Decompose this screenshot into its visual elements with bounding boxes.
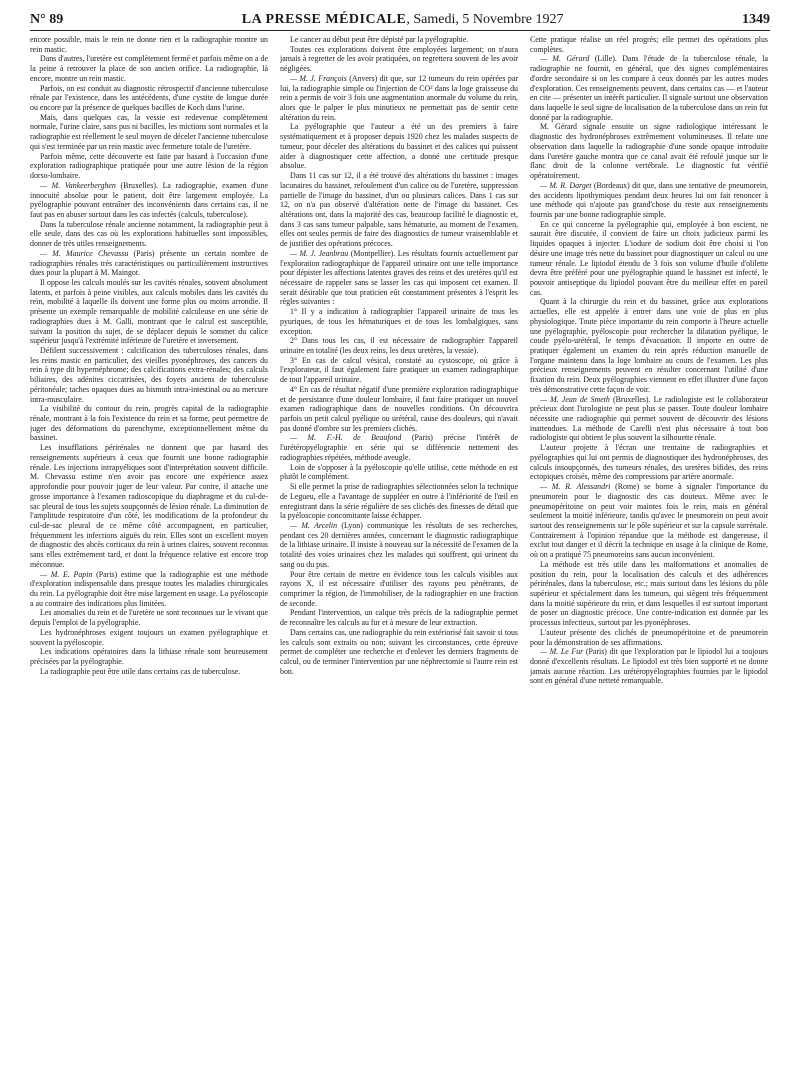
text-column: [530, 35, 768, 1075]
paragraph-text: (Paris) estime que la radiographie est une méthode d'exploration indispensable dans presque toutes les maladies chirurgicales du rein. La pyélographie doit être mise largement en usage. La pyéloscopie a au contraire des indications plus limitées.: [30, 569, 268, 608]
paragraph-text: (Paris) présente un certain nombre de radiographies rénales très caractéristiques ou particulièrement instructives dues pour la plupart à M. Maingot.: [30, 248, 268, 278]
paragraph: [30, 152, 268, 181]
paragraph-text: Dans d'autres, l'uretère est complètement fermé et parfois même on a de la peine à retrouver la place de son ancien orifice. La radiographie, là encore, montre un rein mastic.: [30, 54, 268, 83]
paragraph: [30, 346, 268, 404]
paragraph: [280, 45, 518, 74]
paragraph: [30, 84, 268, 113]
paragraph-text: Il oppose les calculs moulés sur les cavités rénales, souvent absolument latents, et parfois à peine visibles, aux calculs mobiles dans les cavités du rein, mobilité à laquelle ils doivent une forme plus ou moins arrondie. Il présente un exemple remarquable de mobilité calculeuse en une série de radiographies dues à M. Galli, montrant que le calcul est susceptible, suivant la position du sujet, de se déplacer depuis le sommet du calice supérieur jusqu'à l'extrémité inférieure de l'uretère et inversement.: [30, 277, 268, 346]
paragraph: [30, 667, 268, 677]
speaker-name: — M. Gérard: [540, 54, 590, 64]
paragraph-text: (Anvers) dit que, sur 12 tumeurs du rein opérées par lui, la radiographie simple ou l'injection de CO² dans la loge graisseuse du rein a permis de voir 3 fois une augmentation anormale du volume du rein, alors que le palper le plus minutieux ne permettait pas de sentir cette altération du rein.: [280, 73, 518, 122]
paragraph: [280, 385, 518, 434]
paragraph-text: Les indications opératoires dans la lithiase rénale sont heureusement précisées par la pyélographie.: [30, 647, 268, 666]
journal-title: LA PRESSE MÉDICALE: [241, 12, 407, 27]
speaker-name: — M. E. Papin: [40, 569, 93, 579]
paragraph-text: Défilent successivement : calcification des tuberculoses rénales, dans les reins mastic en particulier, des vieilles pyonéphroses, des cancers du rein à type dit hypernéphrome; des calcifications extra-rénales; des calculs biliaires, des adénites ciccatrisées, des foyers anciens de tuberculose péritonéale; taches opaques dues au bismuth intra-intestinal ou au mercure intra-musculaire.: [30, 346, 268, 404]
paragraph-text: 2° Dans tous les cas, il est nécessaire de radiographier l'appareil urinaire en totalité (les deux reins, les deux uretères, la vessie).: [280, 336, 518, 355]
paragraph: [280, 521, 518, 570]
speaker-name: — M. Arcelin: [290, 520, 338, 530]
paragraph: [280, 122, 518, 171]
paragraph: [530, 628, 768, 647]
paragraph: [30, 181, 268, 220]
paragraph-text: (Paris) dit que l'exploration par le lipiodol lui a toujours donné d'excellents résultats. Le lipiodol est très bien supporté et ne donne jamais aucune réaction. Les urétéropyélographies fournies par le lipiodol sont en général d'une netteté remarquable.: [530, 647, 768, 686]
paragraph: [530, 35, 768, 54]
paragraph: [280, 628, 518, 677]
paragraph: [280, 482, 518, 521]
paragraph-text: encore possible, mais le rein ne donne rien et la radiographie montre un rein mastic.: [30, 35, 268, 54]
paragraph: [30, 628, 268, 647]
paragraph: [530, 122, 768, 180]
paragraph-text: (Bruxelles). La radiographie, examen d'une innocuité absolue pour le patient, doit être largement employée. La pyélographie pouvant entraîner des inconvénients dans certains cas, il ne faut pas en abuser surtout dans les cas infectés (calculs, tuberculose).: [30, 180, 268, 219]
paragraph: [30, 608, 268, 627]
paragraph: [530, 181, 768, 220]
paragraph: [530, 220, 768, 298]
speaker-name: — M. Vankeerberghen: [40, 180, 116, 190]
paragraph: [280, 171, 518, 249]
paragraph: [30, 113, 268, 152]
paragraph: [280, 433, 518, 462]
paragraph-text: (Bruxelles). Le radiologiste est le collaborateur précieux dont l'urologiste ne peut plus se passer. Toute douleur lombaire nécessite une radiographie qui permet souvent de découvrir des lésions inattendues. La méthode de Carelli n'est plus nécessaire à tout bon radiologiste qui obtient le plus souvent la silhouette rénale.: [530, 394, 768, 443]
paragraph-text: Loin de s'opposer à la pyéloscopie qu'elle utilise, cette méthode en est plutôt le complément.: [280, 462, 518, 482]
paragraph-text: 4° En cas de résultat négatif d'une première exploration radiographique et de persistance d'une douleur lombaire, il faut faire pratiquer un nouvel examen radiographique dans de nouvelles conditions. On découvrira parfois un petit calcul pyélique ou urétéral, cause des douleurs, qui n'avait pas donné d'ombre sur les premiers clichés.: [280, 384, 518, 433]
speaker-name: — M. R. Darget: [540, 180, 592, 190]
paragraph-text: (Montpellier). Les résultats fournis actuellement par l'exploration radiographique de l'appareil urinaire ont une telle importance pour dépister les affections latentes graves des reins et des uretères qu'il est nécessaire de rappeler sans se lasser les cas qui imposent cet examen. Il serait désirable que tout praticien eût constamment présentes à l'esprit les règles suivantes :: [280, 248, 518, 307]
page-number: 1349: [742, 12, 770, 27]
issue-number: N° 89: [30, 12, 64, 27]
paragraph: [30, 220, 268, 249]
paragraph-text: (Rome) se borne à signaler l'importance du pneumorein pour le diagnostic des cas douteux. Même avec le pneumopéritoine on peut voir maintes fois le rein, mais en général seulement la moitié inférieure, tandis qu'avec le pneumorein on peut avoir surtout des renseignements sur le pôle supérieur et sur la capsule surrénale. Contrairement à l'opinion répandue que la méthode est dangereuse, il exclut tout danger et il décrit la technique en usage à la clinique de Rome, où on a pratiqué 75 pneumoreins sans aucun inconvénient.: [530, 482, 768, 560]
paragraph: [280, 356, 518, 385]
paragraph-text: L'auteur projette à l'écran une trentaine de radiographies et pyélographies qui lui ont permis de diagnostiquer des hydronéphroses, des calculs insoupçonnés, des tumeurs rénales, des uretères bifides, des reins ectopiques croisés, même des compressions par artère anormale.: [530, 443, 768, 482]
speaker-name: — M. F.-H. de Beaufond: [290, 433, 402, 443]
paragraph: [530, 395, 768, 444]
speaker-name: — M. Jean de Smeth: [540, 394, 610, 404]
paragraph: [280, 307, 518, 336]
speaker-name: — M. J. Jeanbrau: [290, 248, 349, 258]
paragraph: [30, 404, 268, 443]
paragraph: [530, 560, 768, 628]
running-title: [242, 12, 564, 28]
paragraph-text: La radiographie peut être utile dans certains cas de tuberculose.: [40, 666, 241, 676]
issue-date: , Samedi, 5 Novembre 1927: [406, 12, 564, 27]
paragraph-text: (Paris) précise l'intérêt de l'urétéropyélographie en série qui se différencie nettement des radiographies répétées, méthode aveugle.: [280, 433, 518, 462]
paragraph: [30, 249, 268, 278]
paragraph-text: (Bordeaux) dit que, dans une tentative de pneumorein, des accidents lipothymiques pendant deux heures lui ont fait renoncer à une méthode qui n'ajoute pas grand'chose du reste aux renseignements fournis par une bonne radiographie simple.: [530, 180, 768, 219]
paragraph-text: Les insufflations périrénales ne donnent que par hasard des renseignements supérieurs à ceux que fournit une bonne radiographie rénale. Les injections intrapyéliques sont d'interprétation souvent difficile. M. Chevassu estime n'en avoir pas encore une expérience assez approfondie pour pouvoir juger de leur valeur. Par contre, il attache une grosse importance à l'examen radioscopique du diaphragme et du cul-de-sac pleural de tous les sujets soupçonnés de lésion rénale. La diminution de l'amplitude respiratoire d'un côté, les modifications de la profondeur du cul-de-sac pleural de ce même côté accompagnent, en particulier, fréquemment les infections aiguës du rein. Elles sont un excellent moyen de diagnostic des abcès corticaux du rein à urines claires, souvent reconnus sans elles extrêmement tard, et dont la fréquence relative est encore trop méconnue.: [30, 443, 268, 569]
paragraph: [530, 54, 768, 122]
paragraph-text: M. Gérard signale ensuite un signe radiologique intéressant le diagnostic des hydronéphroses extrêmement volumineuses. Il relate une observation dans laquelle la radiographie d'une sonde opaque introduite dans l'uretère gauche montra que ce canal avait été refoulé jusque sur le flanc droit de la colonne vertébrale. Le diagnostic fut vérifié opératoirement.: [530, 122, 768, 181]
paragraph-text: Les hydronéphroses exigent toujours un examen pyélographique et souvent la pyéloscopie.: [30, 627, 268, 647]
paragraph: [280, 608, 518, 627]
paragraph: [30, 54, 268, 83]
paragraph: [530, 482, 768, 560]
paragraph-text: Pour être certain de mettre en évidence tous les calculs visibles aux rayons X, il est nécessaire d'utiliser des rayons peu pénétrants, de comprimer la région, de l'immobiliser, de la radiographier en une fraction de seconde.: [280, 569, 518, 608]
paragraph: [30, 570, 268, 609]
paragraph: [30, 443, 268, 569]
paragraph-text: En ce qui concerne la pyélographie qui, employée à bon escient, ne saurait être discutée, il convient de faire un choix judicieux parmi les liquides opaques à injecter. L'iodure de sodium doit être choisi si l'on désire une image très nette du bassinet pour diagnostiquer un calcul ou une tumeur rénale. Le lipiodol étendu de 3 fois son volume d'huile d'olilette devra être préféré pour une pyélographie quand le bassinet est infecté, le pouvoir antiseptique du lipiodol pouvant être du meilleur effet en pareil cas.: [530, 219, 768, 297]
paragraph: [530, 647, 768, 686]
speaker-name: — M. Maurice Chevassu: [40, 248, 129, 258]
paragraph-text: Parfois même, cette découverte est faite par hasard à l'occasion d'une exploration radiographique pratiquée pour une autre lésion de la région dorso-lombaire.: [30, 151, 268, 181]
paragraph: [280, 570, 518, 609]
paragraph: [280, 249, 518, 307]
paragraph-text: Les anomalies du rein et de l'uretère ne sont reconnues sur le vivant que depuis l'emploi de la pyélographie.: [30, 608, 268, 628]
paragraph-text: La méthode est très utile dans les malformations et anomalies de position du rein, pour la localisation des calculs et des adhérences périrénales, dans la tuberculose, etc.; mais surtout dans les lésions du pôle supérieur et spécialement dans les tumeurs, qui siègent très fréquemment dans la moitié supérieure du rein, et dans lesquelles il est surtout important de poser un diagnostic précoce. Une contre-indication est donnée par les processus infectieux, surtout par les pyonéphroses.: [530, 559, 768, 628]
paragraph: [280, 336, 518, 355]
paragraph: [530, 443, 768, 482]
paragraph-text: Parfois, on est conduit au diagnostic rétrospectif d'ancienne tuberculose rénale par l'existence, dans les antécédents, d'une cystite de longue durée ou encore par la présence de quelques bacilles de Koch dans l'urine.: [30, 83, 268, 113]
paragraph-text: Pendant l'intervention, un calque très précis de la radiographie permet de reconnaître les calculs au fur et à mesure de leur extraction.: [280, 608, 518, 628]
paragraph-text: 3° En cas de calcul vésical, constaté au cystoscope, où grâce à l'explorateur, il faut également faire pratiquer un examen radiographique de tout l'appareil urinaire.: [280, 355, 518, 385]
paragraph-text: Mais, dans quelques cas, la vessie est redevenue complètement normale, l'urine claire, sans pus ni bacilles, les mictions sont normales et la radiographie est réellement le seul moyen de déceler l'ancienne tuberculose qui s'est terminée par un rein mastic avec fermeture totale de l'uretère.: [30, 112, 268, 151]
paragraph: [30, 35, 268, 54]
paragraph-text: Si elle permet la prise de radiographies sélectionnées selon la technique de Legueu, elle a l'avantage de suppléer en outre à l'infériorité de l'œil en enregistrant dans la série régulière de ses clichés des finesses de détail que la pyéloscopie concomitante laisse échapper.: [280, 482, 518, 521]
paragraph-text: (Lyon) communique les résultats de ses recherches, pendant ces 20 dernières années, concernant le diagnostic radiographique de la lithiase urinaire. Il insiste à nouveau sur la nécessité de l'examen de la totalité des voies urinaires chez les malades qui souffrent, qui urinent du sang ou du pus.: [280, 520, 518, 569]
paragraph-text: Dans 11 cas sur 12, il a été trouvé des altérations du bassinet : images lacunaires du bassinet, refoulement d'un calice ou de l'uretère, suppression partielle de l'image du bassinet, d'un ou plusieurs calices. Dans 1 cas sur 12, on n'a pas observé d'altération nette de l'image du bassinet. Ces altérations ont, dans la majorité des cas, beaucoup facilité le diagnostic et, dans 3 cas sans tumeur palpable, sans hématurie, au moment de l'examen, elles ont seules permis de faire des diagnostics de tumeur vraisemblable et de justifier des opérations précoces.: [280, 171, 518, 249]
paragraph-text: Le cancer au début peut être dépisté par la pyélographie.: [290, 35, 469, 44]
paragraph-text: La pyélographie que l'auteur a été un des premiers à faire systématiquement et à proposer depuis 1920 chez les malades suspects de tumeur, pour déceler des altérations du bassinet et des calices qui puissent aider à diagnostiquer cette affection, a donné une certitude presque absolue.: [280, 122, 518, 171]
paragraph-text: (Lille). Dans l'étude de la tuberculose rénale, la radiographie ne fournit, en général, que des signes complémentaires d'ordre secondaire si on les compare à ceux donnés par les autres modes d'exploration. Ces renseignements peuvent, dans certains cas — et l'auteur en cite — présenter un intérêt particulier. Il signale surtout une observation dans laquelle le seul signe de localisation de la tuberculose dans un rein fut donné par la radiographie.: [530, 54, 768, 122]
header-rule: [30, 30, 770, 31]
speaker-name: — M. J. François: [290, 73, 347, 83]
paragraph-text: La visibilité du contour du rein, progrès capital de la radiographie rénale, montrant à la fois l'existence du rein et sa forme, peut permettre de juger des déformations du parenchyme, exceptionnellement même du bassinet.: [30, 404, 268, 443]
paragraph-text: 1° Il y a indication à radiographier l'appareil urinaire de tous les pyuriques, de tous les hématuriques et de tous les lombalgiques, sans exception.: [280, 307, 518, 336]
text-column: [280, 35, 518, 1075]
paragraph: [280, 35, 518, 45]
paragraph: [30, 278, 268, 346]
paragraph-text: Dans la tuberculose rénale ancienne notamment, la radiographie peut à elle seule, dans des cas où les explorations habituelles sont impossibles, donner de très utiles renseignements.: [30, 219, 268, 249]
speaker-name: — M. Le Fur: [540, 647, 584, 657]
paragraph: [280, 463, 518, 482]
paragraph-text: Dans certains cas, une radiographie du rein extériorisé fait savoir si tous les calculs sont extraits ou non; suivant les circonstances, cette épreuve permet de compléter une recherche et d'enlever les derniers fragments de calcul, ou de terminer l'intervention par une néphrectomie si l'autre rein est bon.: [280, 627, 518, 676]
paragraph: [30, 647, 268, 666]
article-columns: [30, 35, 770, 1075]
page-header: [30, 4, 770, 28]
paragraph: [530, 297, 768, 394]
paragraph-text: Toutes ces explorations doivent être employées largement; on n'aura jamais à regretter de les avoir pratiquées, on regrettera souvent de les avoir négligées.: [280, 44, 518, 74]
paragraph-text: L'auteur présente des clichés de pneumopéritoine et de pneumorein pour la démonstration de ses affirmations.: [530, 627, 768, 647]
text-column: [30, 35, 268, 1075]
speaker-name: — M. R. Alessandri: [540, 482, 611, 492]
paragraph: [280, 74, 518, 123]
paragraph-text: Quant à la chirurgie du rein et du bassinet, grâce aux explorations actuelles, elle est appelée à entrer dans une voie de plus en plus physiologique. Toute pièce importante du rein comporte à l'heure actuelle une pyélographie, pyéloscopie pour rechercher la dilatation pyélique, le coude pyélo-urétéral, le temps d'évacuation. Il importe en outre de pratiquer également un examen du rein après réduction manuelle de l'organe maintenu dans la loge lombaire au cours de l'examen. Les plus précieux renseignements peuvent en résulter concernant l'utilité d'une fixation du rein. Deux pyélographies viennent en effet illustrer d'une façon très démonstrative cette façon de voir.: [530, 297, 768, 394]
paragraph-text: Cette pratique réalise un réel progrès; elle permet des opérations plus complètes.: [530, 35, 768, 54]
